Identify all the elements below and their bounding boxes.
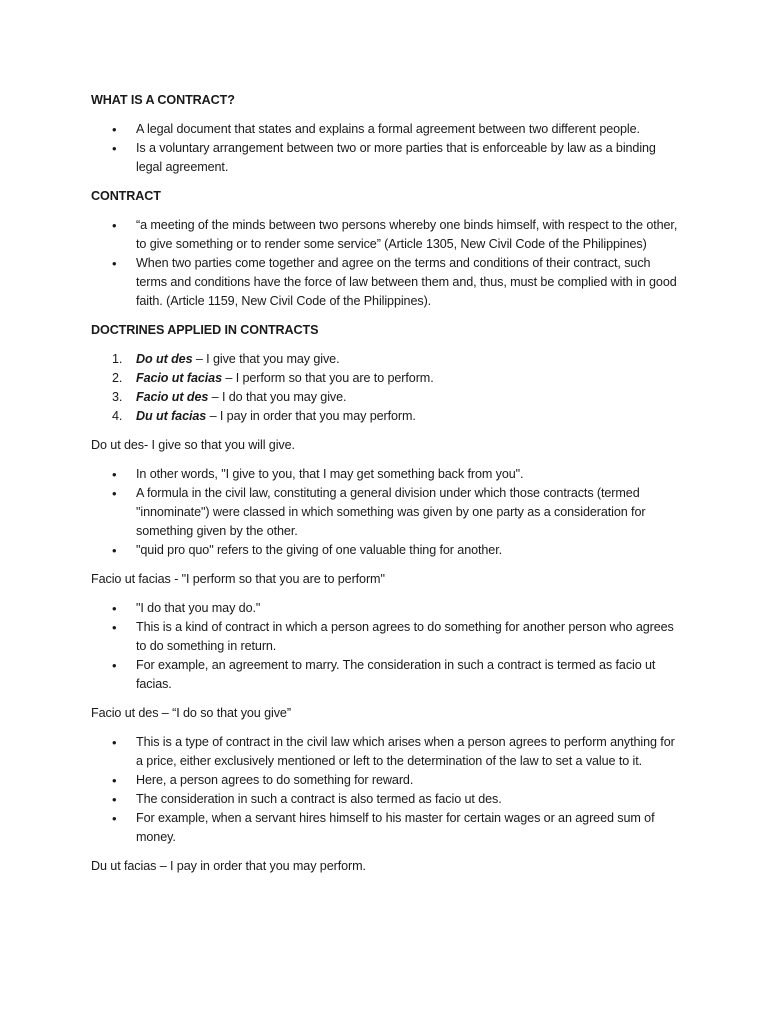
doctrine-term: Facio ut facias	[136, 371, 222, 385]
facio-ut-facias-list	[91, 599, 681, 694]
list-item: • When two parties come together and agree on the terms and conditions of their contract, such terms and conditions have the force of law between them and, thus, must be complied with in good faith. (Article 1159, New Civil Code of the Philippines).	[91, 254, 681, 311]
facio-ut-des-list	[91, 733, 681, 847]
facio-ut-des-title: Facio ut des – “I do so that you give”	[91, 706, 291, 720]
list-item: • A legal document that states and explains a formal agreement between two different people.	[91, 120, 681, 139]
document-body	[91, 91, 681, 886]
doctrine-item	[91, 407, 681, 426]
list-number: 1.	[112, 352, 123, 366]
doctrine-meaning: – I do that you may give.	[208, 390, 347, 404]
do-ut-des-list	[91, 465, 681, 560]
list-item: • "quid pro quo" refers to the giving of one valuable thing for another.	[91, 541, 681, 560]
list-item: • Is a voluntary arrangement between two or more parties that is enforceable by law as a binding legal agreement.	[91, 139, 681, 177]
list-item: • For example, an agreement to marry. The consideration in such a contract is termed as facio ut facias.	[91, 656, 681, 694]
doctrine-term: Facio ut des	[136, 390, 209, 404]
list-number: 3.	[112, 390, 123, 404]
facio-ut-facias-title: Facio ut facias - "I perform so that you are to perform"	[91, 572, 385, 586]
list-item: • A formula in the civil law, constituting a general division under which those contracts (termed "innominate") were classed in which something was given by one party as a consideration for something given by the other.	[91, 484, 681, 541]
what-is-contract-list	[91, 120, 681, 177]
list-item: • Here, a person agrees to do something for reward.	[91, 771, 681, 790]
doctrine-meaning: – I pay in order that you may perform.	[206, 409, 416, 423]
doctrine-item	[91, 388, 681, 407]
doctrine-meaning: – I give that you may give.	[192, 352, 340, 366]
doctrine-item	[91, 350, 681, 369]
list-item: • For example, when a servant hires himself to his master for certain wages or an agreed sum of money.	[91, 809, 681, 847]
do-ut-des-title: Do ut des- I give so that you will give.	[91, 438, 295, 452]
list-item: • This is a kind of contract in which a person agrees to do something for another person who agrees to do something in return.	[91, 618, 681, 656]
doctrine-item	[91, 369, 681, 388]
list-item: • In other words, "I give to you, that I may get something back from you".	[91, 465, 681, 484]
heading-contract: CONTRACT	[91, 189, 161, 203]
list-item: • This is a type of contract in the civil law which arises when a person agrees to perform anything for a price, either exclusively mentioned or left to the determination of the law to set a value to it.	[91, 733, 681, 771]
list-item: • The consideration in such a contract is also termed as facio ut des.	[91, 790, 681, 809]
list-number: 4.	[112, 409, 123, 423]
contract-list	[91, 216, 681, 311]
list-item: • "I do that you may do."	[91, 599, 681, 618]
heading-what-is-contract: WHAT IS A CONTRACT?	[91, 93, 235, 107]
list-item: • “a meeting of the minds between two persons whereby one binds himself, with respect to the other, to give something or to render some service” (Article 1305, New Civil Code of the Philippines)	[91, 216, 681, 254]
heading-doctrines: DOCTRINES APPLIED IN CONTRACTS	[91, 323, 319, 337]
doctrine-term: Du ut facias	[136, 409, 207, 423]
list-number: 2.	[112, 371, 123, 385]
doctrines-list	[91, 350, 681, 426]
doctrine-meaning: – I perform so that you are to perform.	[222, 371, 434, 385]
du-ut-facias-title: Du ut facias – I pay in order that you may perform.	[91, 859, 366, 873]
doctrine-term: Do ut des	[136, 352, 193, 366]
